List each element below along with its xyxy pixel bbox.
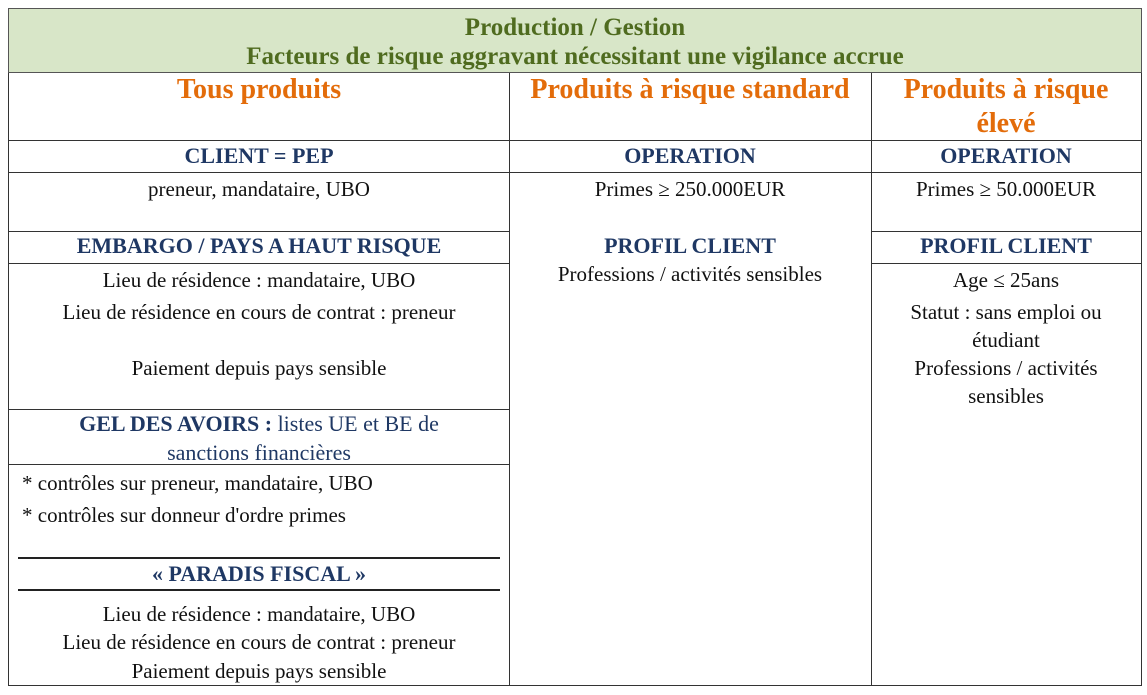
- risk-table: [8, 73, 1142, 686]
- row-divider: [871, 263, 1141, 264]
- standard-operation-text: Primes ≥ 250.000EUR: [594, 177, 786, 201]
- high-profile-statut-line-2: étudiant: [972, 328, 1040, 352]
- high-profile-professions-line-2: sensibles: [968, 384, 1044, 408]
- high-profile-age: Age ≤ 25ans: [952, 268, 1059, 292]
- banner-subtitle: Facteurs de risque aggravant nécessitant une vigilance accrue: [246, 43, 904, 70]
- column-header-standard-risk: Produits à risque standard: [530, 74, 850, 105]
- gel-line-1: * contrôles sur preneur, mandataire, UBO: [22, 471, 373, 495]
- standard-profile-title: PROFIL CLIENT: [604, 233, 776, 258]
- high-profile-statut-line-1: Statut : sans emploi ou: [910, 300, 1102, 324]
- high-profile-professions-line-1: Professions / activités: [914, 356, 1098, 380]
- paradis-line-2: Lieu de résidence en cours de contrat : preneur: [62, 630, 456, 654]
- gel-title-bold: GEL DES AVOIRS :: [79, 411, 273, 436]
- row-divider: [9, 263, 509, 264]
- column-header-all-products: Tous produits: [176, 74, 342, 105]
- standard-operation-title: OPERATION: [624, 143, 756, 168]
- column-header-high-risk: Produits à risque: [903, 74, 1109, 105]
- banner-title: Production / Gestion: [464, 14, 686, 41]
- section-rule: [18, 557, 500, 559]
- gel-section-title-line2: sanctions financières: [167, 440, 351, 465]
- row-divider: [9, 172, 1141, 173]
- high-profile-title: PROFIL CLIENT: [920, 233, 1092, 258]
- column-header-high-risk-line2: élevé: [976, 108, 1036, 139]
- paradis-line-1: Lieu de résidence : mandataire, UBO: [102, 602, 416, 626]
- embargo-line-2: Lieu de résidence en cours de contrat : preneur: [62, 300, 456, 324]
- title-banner: [8, 8, 1142, 73]
- embargo-section-title: EMBARGO / PAYS A HAUT RISQUE: [76, 233, 442, 258]
- paradis-section-title: « PARADIS FISCAL »: [151, 561, 367, 586]
- high-operation-title: OPERATION: [940, 143, 1072, 168]
- standard-profile-text: Professions / activités sensibles: [557, 262, 823, 286]
- high-operation-text: Primes ≥ 50.000EUR: [915, 177, 1097, 201]
- gel-title-rest: listes UE et BE de: [272, 411, 439, 436]
- gel-section-title: [9, 410, 509, 438]
- paradis-line-3: Paiement depuis pays sensible: [131, 659, 387, 683]
- section-rule: [18, 589, 500, 591]
- embargo-line-3: Paiement depuis pays sensible: [131, 356, 387, 380]
- embargo-line-1: Lieu de résidence : mandataire, UBO: [102, 268, 416, 292]
- gel-line-2: * contrôles sur donneur d'ordre primes: [22, 503, 346, 527]
- pep-section-title: CLIENT = PEP: [184, 143, 334, 168]
- pep-text: preneur, mandataire, UBO: [148, 177, 370, 201]
